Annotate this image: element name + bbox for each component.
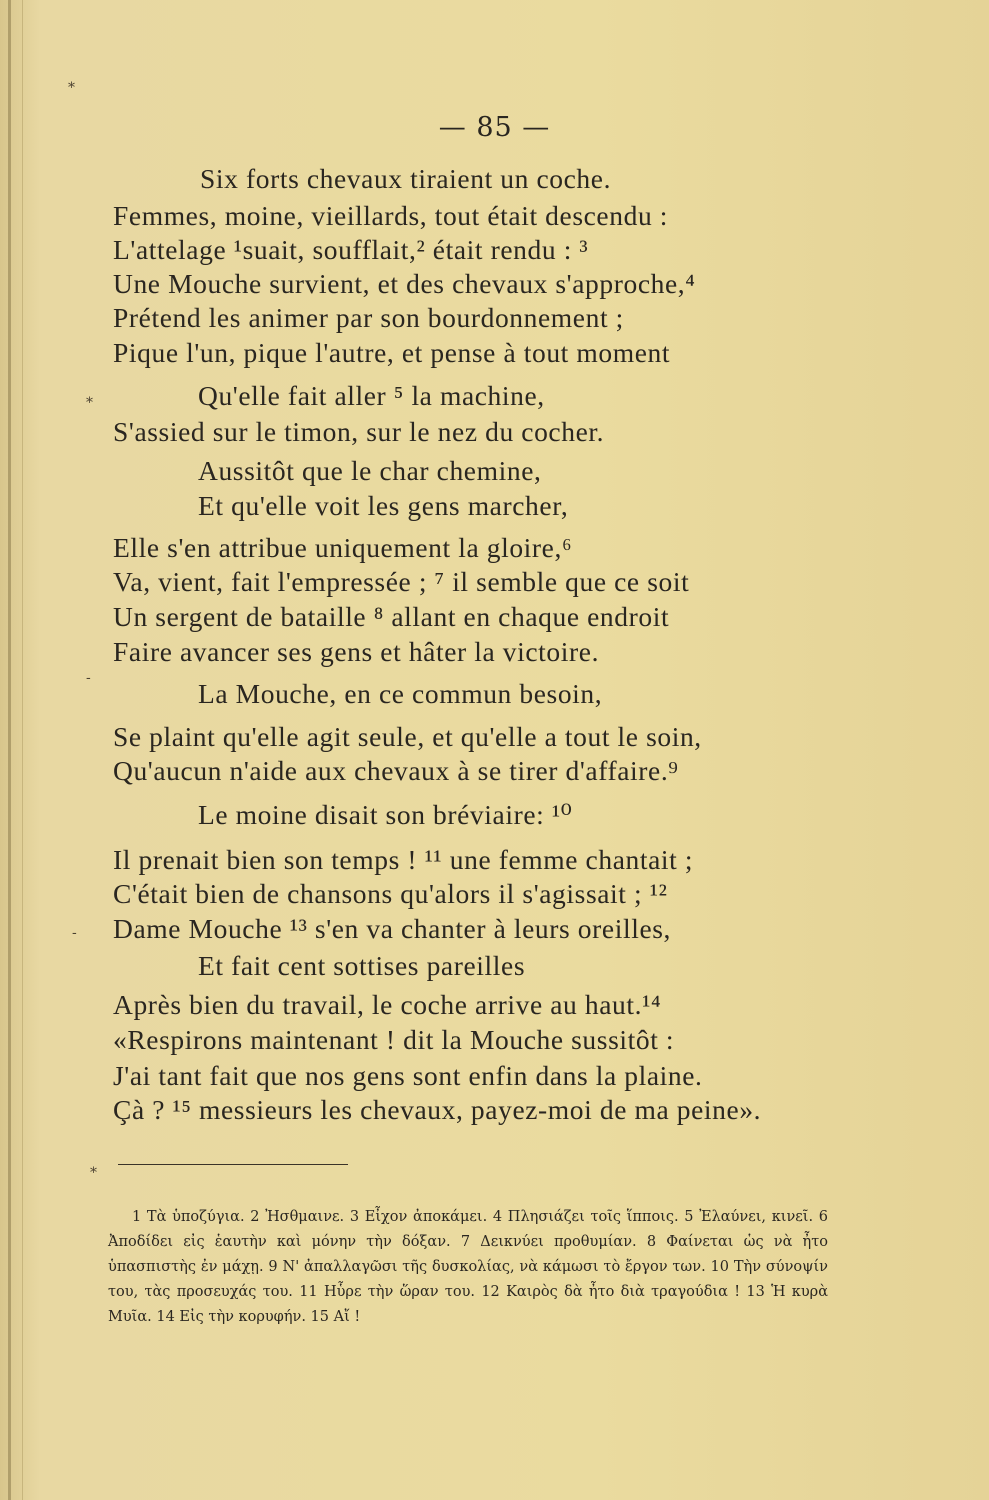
poem-line: Faire avancer ses gens et hâter la victoire.: [113, 636, 600, 667]
poem-line: Çà ? ¹⁵ messieurs les chevaux, payez-moi de ma peine».: [113, 1094, 762, 1125]
poem-line: Un sergent de bataille ⁸ allant en chaque endroit: [113, 601, 670, 632]
poem-line: S'assied sur le timon, sur le nez du cocher.: [113, 416, 605, 447]
page-number: — 85 —: [438, 112, 551, 143]
poem-line: Le moine disait son bréviaire: ¹⁰: [198, 799, 573, 830]
poem-line: J'ai tant fait que nos gens sont enfin dans la plaine.: [113, 1060, 703, 1091]
poem-line: Femmes, moine, vieillards, tout était descendu :: [113, 200, 669, 231]
poem-line: Après bien du travail, le coche arrive au haut.¹⁴: [113, 989, 662, 1020]
poem-line: Se plaint qu'elle agit seule, et qu'elle a tout le soin,: [113, 721, 702, 752]
poem-line: Qu'aucun n'aide aux chevaux à se tirer d'affaire.⁹: [113, 755, 679, 786]
poem-line: Dame Mouche ¹³ s'en va chanter à leurs oreilles,: [113, 913, 672, 944]
margin-mark: *: [68, 80, 75, 96]
poem-line: Et qu'elle voit les gens marcher,: [198, 490, 569, 521]
poem-line: Une Mouche survient, et des chevaux s'approche,⁴: [113, 268, 696, 299]
margin-mark: *: [90, 1165, 97, 1181]
poem-line: Aussitôt que le char chemine,: [198, 455, 542, 486]
margin-mark: -: [72, 925, 77, 941]
margin-mark: -: [86, 670, 91, 686]
poem-line: La Mouche, en ce commun besoin,: [198, 678, 603, 709]
poem-line: C'était bien de chansons qu'alors il s'agissait ; ¹²: [113, 878, 668, 909]
poem-line: Il prenait bien son temps ! ¹¹ une femme chantait ;: [113, 844, 694, 875]
poem-line: L'attelage ¹suait, soufflait,² était rendu : ³: [113, 234, 589, 265]
poem-line: «Respirons maintenant ! dit la Mouche sussitôt :: [113, 1024, 675, 1055]
poem-line: Pique l'un, pique l'autre, et pense à tout moment: [113, 337, 671, 368]
footnotes: 1 Τὰ ὑποζύγια. 2 Ἠσθμαινε. 3 Εἶχον ἀποκάμει. 4 Πλησιάζει τοῖς ἵπποις. 5 Ἐλαύνει, κινεῖ. 6 Ἀποδίδει εἰς ἑαυτὴν καὶ μόνην τὴν δόξαν. 7 Δεικνύει προθυμίαν. 8 Φαίνεται ὡς νὰ ἦτο ὑπασπιστὴς ἐν μάχῃ. 9 Ν' ἀπαλλαγῶσι τῆς δυσκολίας, νὰ κάμωσι τὸ ἔργον των. 10 Τὴν σύνοψίν του, τὰς προσευχάς του. 11 Ηὗρε τὴν ὥραν του. 12 Καιρὸς δὰ ἦτο διὰ τραγούδια ! 13 Ἡ κυρὰ Μυῖα. 14 Εἰς τὴν κορυφήν. 15 Αἴ !: [108, 1209, 828, 1325]
margin-mark: *: [86, 395, 93, 411]
poem-line: Va, vient, fait l'empressée ; ⁷ il semble que ce soit: [113, 566, 690, 597]
poem-line: Prétend les animer par son bourdonnement ;: [113, 302, 624, 333]
poem-line: Qu'elle fait aller ⁵ la machine,: [198, 380, 545, 411]
footnote-separator: [118, 1164, 348, 1165]
poem-line: Et fait cent sottises pareilles: [198, 950, 526, 981]
poem-line: Elle s'en attribue uniquement la gloire,⁶: [113, 532, 573, 563]
poem-line: Six forts chevaux tiraient un coche.: [200, 163, 612, 194]
